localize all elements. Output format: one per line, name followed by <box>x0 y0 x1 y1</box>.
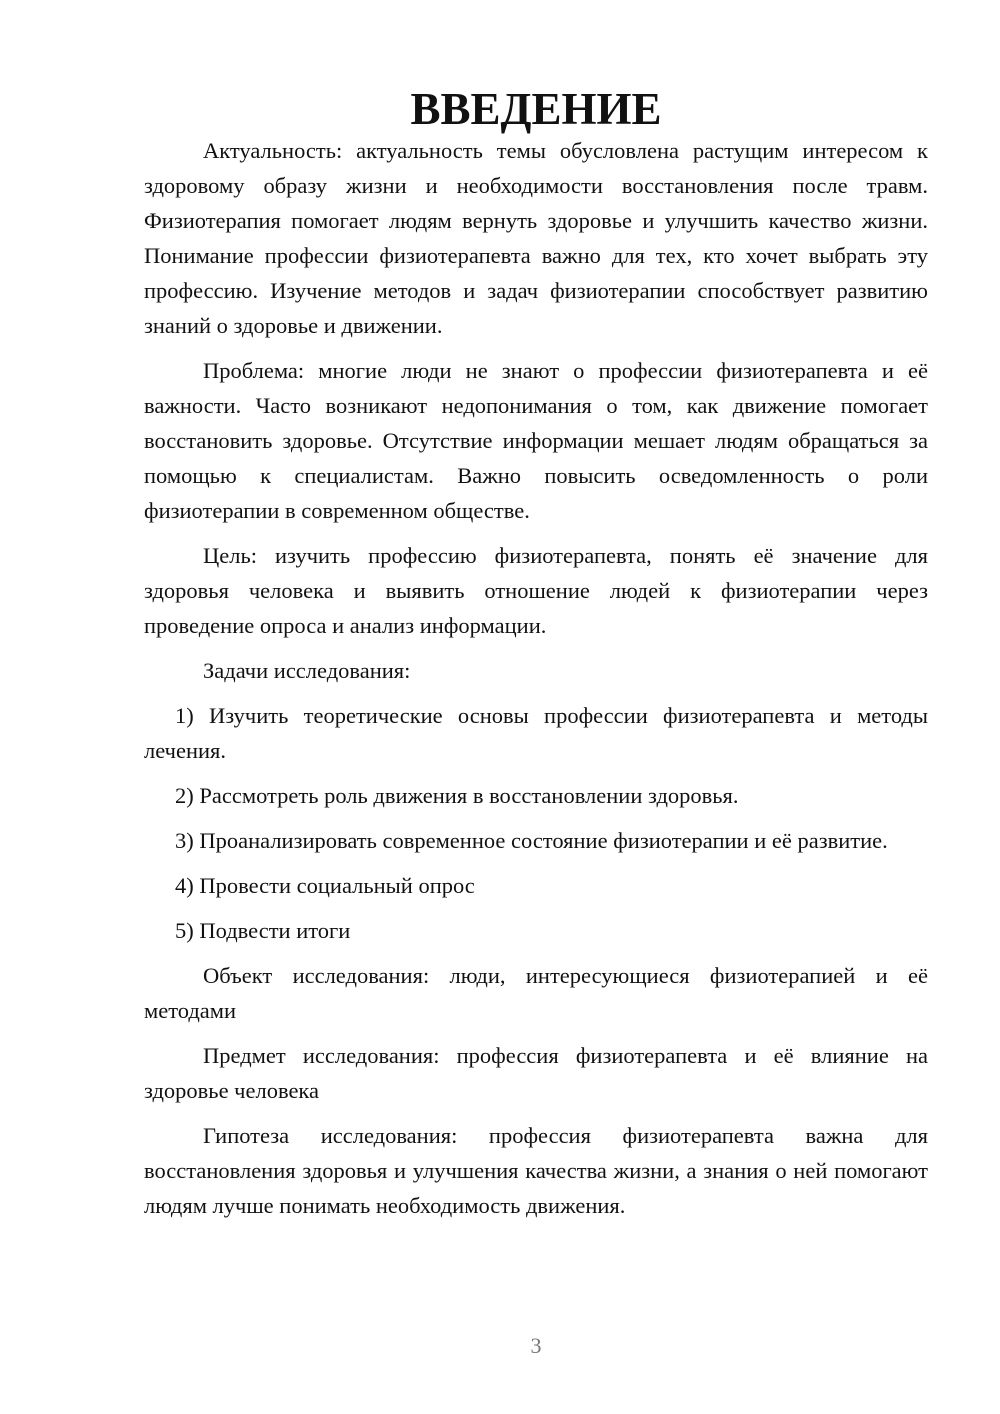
goal-paragraph: Цель: изучить профессию физиотерапевта, понять её значение для здоровья человека и выявить отношение людей к физиотерапии через проведение опроса и анализ информации. <box>144 543 928 638</box>
task-item-2: 2) Рассмотреть роль движения в восстановлении здоровья. <box>175 783 739 808</box>
document-page <box>144 84 928 1233</box>
task-item-1: 1) Изучить теоретические основы профессии физиотерапевта и методы лечения. <box>144 703 928 763</box>
problem-paragraph: Проблема: многие люди не знают о профессии физиотерапевта и её важности. Часто возникают недопонимания о том, как движение помогает восстановить здоровье. Отсутствие информации мешает людям обращаться за помощью к специалистам. Важно повысить осведомленность о роли физиотерапии в современном обществе. <box>144 358 928 523</box>
page-number: 3 <box>530 1333 542 1358</box>
task-item-5: 5) Подвести итоги <box>175 918 351 943</box>
relevance-paragraph: Актуальность: актуальность темы обусловлена растущим интересом к здоровому образу жизни и необходимости восстановления после травм. Физиотерапия помогает людям вернуть здоровье и улучшить качество жизни. Понимание профессии физиотерапевта важно для тех, кто хочет выбрать эту профессию. Изучение методов и задач физиотерапии способствует развитию знаний о здоровье и движении. <box>144 138 928 338</box>
research-object-paragraph: Объект исследования: люди, интересующиеся физиотерапией и её методами <box>144 963 928 1023</box>
task-item-4: 4) Провести социальный опрос <box>175 873 475 898</box>
tasks-heading: Задачи исследования: <box>203 658 411 683</box>
research-subject-paragraph: Предмет исследования: профессия физиотерапевта и её влияние на здоровье человека <box>144 1043 928 1103</box>
section-title: ВВЕДЕНИЕ <box>410 84 662 134</box>
task-item-3: 3) Проанализировать современное состояние физиотерапии и её развитие. <box>175 828 888 853</box>
hypothesis-paragraph: Гипотеза исследования: профессия физиотерапевта важна для восстановления здоровья и улучшения качества жизни, а знания о ней помогают людям лучше понимать необходимость движения. <box>144 1123 928 1218</box>
